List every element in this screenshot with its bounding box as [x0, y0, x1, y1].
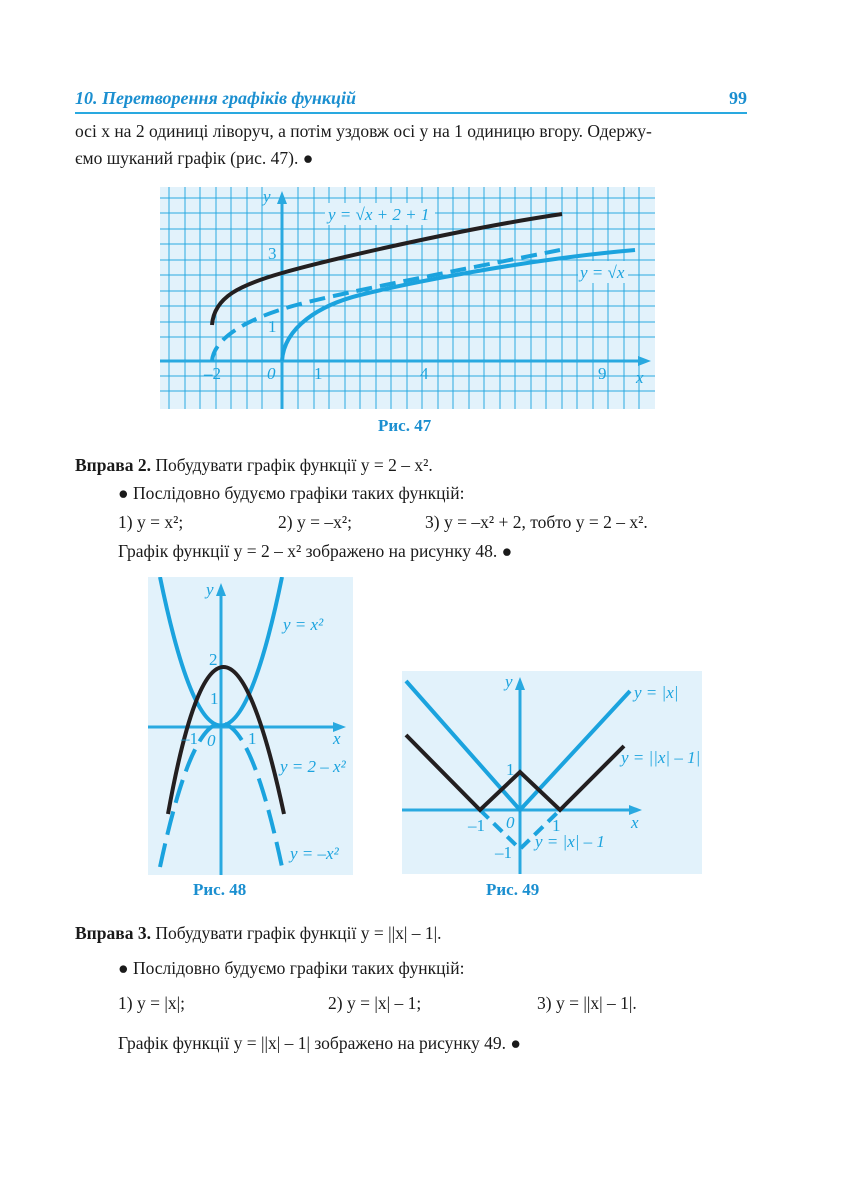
fig47-tick-zero: 0	[267, 364, 276, 383]
fig47-caption: Рис. 47	[378, 416, 432, 435]
figure-49	[402, 671, 702, 874]
ex2-step2: 2) y = –x²;	[278, 512, 352, 532]
section-title: 10. Перетворення графіків функцій	[75, 88, 357, 108]
ex2-step1: 1) y = x²;	[118, 512, 184, 532]
ex3-task	[75, 920, 442, 946]
fig47-tick-y1: 1	[268, 317, 277, 336]
fig49-label-double: y = ||x| – 1|	[621, 748, 701, 767]
fig48-tick-y1: 1	[210, 689, 219, 708]
fig47-tick-four: 4	[420, 364, 429, 383]
figure-48	[148, 577, 353, 875]
ex2-step3: 3) y = –x² + 2, тобто y = 2 – x².	[425, 512, 648, 532]
fig48-label-mid: y = 2 – x²	[280, 757, 346, 776]
ex3-step3: 3) y = ||x| – 1|.	[537, 993, 637, 1013]
ex3-result: Графік функції y = ||x| – 1| зображено на рисунку 49. ●	[118, 1033, 521, 1053]
fig48-axis-x-label: x	[333, 729, 341, 748]
ex3-step1: 1) y = |x|;	[118, 993, 185, 1013]
fig47-axis-y-label: y	[263, 187, 271, 206]
fig48-tick-neg1: –1	[181, 729, 198, 748]
fig48-tick-zero: 0	[207, 731, 216, 750]
ex2-intro: ● Послідовно будуємо графіки таких функцій:	[118, 483, 465, 503]
ex3-intro: ● Послідовно будуємо графіки таких функцій:	[118, 958, 465, 978]
ex3-task-text: Побудувати графік функції y = ||x| – 1|.	[150, 923, 442, 943]
fig49-label-abs: y = |x|	[634, 683, 679, 702]
intro-line-1: осі x на 2 одиниці ліворуч, а потім уздовж осі y на 1 одиницю вгору. Одержу-	[75, 121, 652, 141]
ex2-task	[75, 452, 433, 478]
ex3-title: Вправа 3.	[75, 923, 151, 943]
figure-47	[160, 187, 655, 409]
ex2-task-text: Побудувати графік функції y = 2 – x².	[150, 455, 433, 475]
fig47-label-sqrt: y = √x	[580, 263, 625, 282]
fig49-tick-y1: 1	[506, 760, 515, 779]
fig48-tick-one: 1	[248, 729, 257, 748]
fig47-tick-y3: 3	[268, 244, 277, 263]
fig49-tick-one: 1	[552, 816, 561, 835]
fig48-label-down: y = –x²	[290, 844, 339, 863]
fig49-axis-y-label: y	[505, 672, 513, 691]
fig49-axis-x-label: x	[631, 813, 639, 832]
fig47-tick-nine: 9	[598, 364, 607, 383]
fig47-tick-neg2: –2	[204, 364, 221, 383]
fig48-caption: Рис. 48	[193, 880, 247, 899]
page-number: 99	[729, 88, 747, 108]
fig48-label-up: y = x²	[283, 615, 324, 634]
fig47-tick-one: 1	[314, 364, 323, 383]
fig49-tick-neg1: –1	[468, 816, 485, 835]
ex3-step2: 2) y = |x| – 1;	[328, 993, 422, 1013]
ex2-title: Вправа 2.	[75, 455, 151, 475]
fig49-tick-yneg1: –1	[495, 843, 512, 862]
fig49-label-shift: y = |x| – 1	[535, 832, 605, 851]
page-header	[75, 86, 747, 114]
ex2-result: Графік функції y = 2 – x² зображено на рисунку 48. ●	[118, 541, 513, 561]
fig48-axis-y-label: y	[206, 580, 214, 599]
fig49-caption: Рис. 49	[486, 880, 540, 899]
intro-line-2: ємо шуканий графік (рис. 47). ●	[75, 148, 314, 168]
fig47-label-result: y = √x + 2 + 1	[328, 205, 430, 224]
fig49-tick-zero: 0	[506, 813, 515, 832]
fig48-tick-y2: 2	[209, 650, 218, 669]
fig47-axis-x-label: x	[636, 368, 644, 387]
